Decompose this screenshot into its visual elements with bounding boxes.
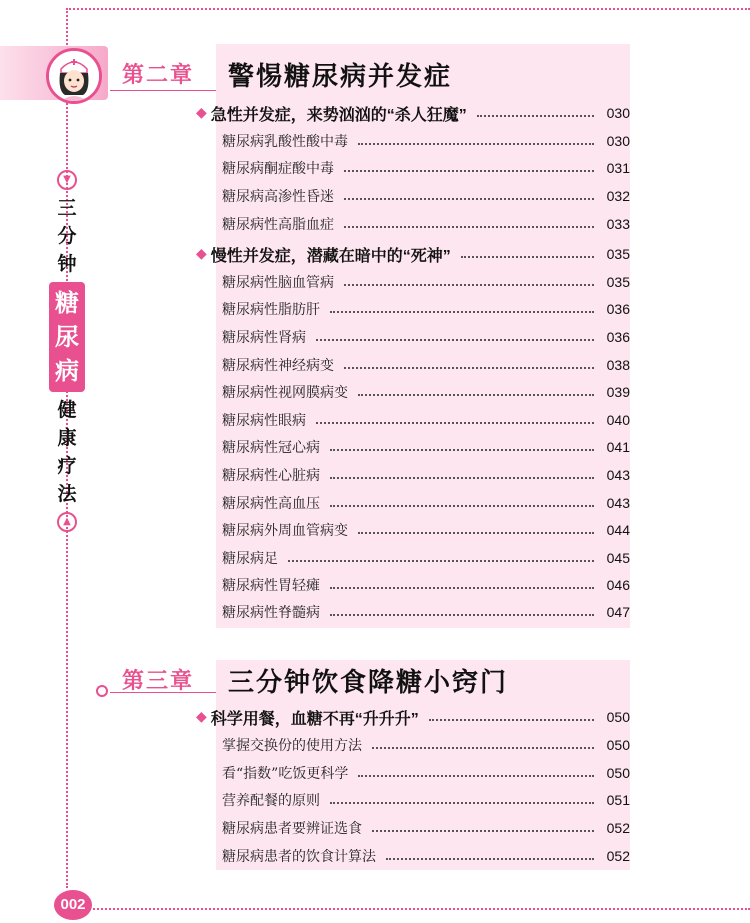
book-title-char: 疗 [57,455,77,477]
chapter3-title: 三分钟饮食降糖小窍门 [228,668,509,698]
toc-section[interactable] [196,102,630,124]
dot-leader [372,830,594,832]
toc-item-title: 营养配餐的原则 [222,793,320,809]
dot-leader [358,532,594,534]
dot-leader [358,775,594,777]
dot-leader [330,505,594,507]
toc-page-number: 036 [606,301,630,317]
toc-page-number: 052 [606,820,630,836]
chapter3-underline [110,692,216,693]
toc-page-number: 035 [606,274,630,290]
toc-page-number: 030 [606,105,630,121]
toc-page-number: 043 [606,467,630,483]
toc-page-number: 043 [606,495,630,511]
dot-leader [344,284,594,286]
dot-leader [330,802,594,804]
toc-item[interactable] [196,298,630,320]
toc-item[interactable] [196,157,630,179]
dot-leader [330,311,594,313]
toc-item-title: 糖尿病性胃轻瘫 [222,578,320,594]
toc-section-title: 慢性并发症，潜藏在暗中的“死神” [210,247,451,265]
dot-leader [429,719,594,721]
toc-item[interactable] [196,574,630,596]
toc-item[interactable] [196,409,630,431]
diamond-bullet-icon: ◆ [196,709,207,725]
book-title-char: 病 [55,357,79,385]
toc-page-number: 050 [606,765,630,781]
chevron-up-icon: ▲ [57,512,77,532]
nurse-avatar-icon [46,48,102,104]
toc-item-title: 糖尿病性高脂血症 [222,217,334,233]
dot-leader [330,614,594,616]
ornament-dot [96,685,108,697]
toc-section[interactable] [196,243,630,265]
toc-item[interactable] [196,354,630,376]
book-title-char: 糖 [55,289,79,317]
toc-item[interactable] [196,547,630,569]
toc-item[interactable] [196,326,630,348]
book-title-char: 康 [57,427,77,449]
chapter2-title: 警惕糖尿病并发症 [228,62,453,92]
toc-item-title: 糖尿病性心脏病 [222,468,320,484]
diamond-bullet-icon: ◆ [196,246,207,262]
toc-item[interactable] [196,762,630,784]
dot-leader [344,367,594,369]
toc-page-number: 050 [606,709,630,725]
toc-item-title: 糖尿病性视网膜病变 [222,385,348,401]
toc-item[interactable] [196,185,630,207]
toc-item[interactable] [196,601,630,623]
toc-page-number: 033 [606,216,630,232]
toc-item-title: 看“指数”吃饭更科学 [222,766,349,782]
toc-item[interactable] [196,381,630,403]
toc-item[interactable] [196,845,630,867]
toc-item-title: 糖尿病外周血管病变 [222,523,348,539]
toc-item[interactable] [196,213,630,235]
dot-leader [330,477,594,479]
toc-item-title: 糖尿病患者要辨证选食 [222,821,362,837]
toc-page-number: 039 [606,384,630,400]
dot-leader [344,198,594,200]
dot-leader [386,858,594,860]
toc-item-title: 糖尿病性高血压 [222,496,320,512]
frame-bottom-border [66,908,750,910]
book-title-highlight [49,282,85,392]
toc-item[interactable] [196,464,630,486]
toc-item[interactable] [196,734,630,756]
toc-page-number: 036 [606,329,630,345]
toc-item[interactable] [196,519,630,541]
book-title-char: 分 [57,225,77,247]
toc-page-number: 052 [606,848,630,864]
toc-item-title: 糖尿病足 [222,551,278,567]
toc-item-title: 糖尿病乳酸性酸中毒 [222,134,348,150]
toc-page-number: 031 [606,160,630,176]
dot-leader [372,747,594,749]
page-number-badge: 002 [54,890,92,920]
dot-leader [316,422,594,424]
toc-item-title: 糖尿病性脑血管病 [222,275,334,291]
toc-page-number: 030 [606,133,630,149]
toc-item-title: 糖尿病酮症酸中毒 [222,161,334,177]
dot-leader [344,226,594,228]
chevron-down-icon: ▼ [57,170,77,190]
book-title-char: 法 [57,483,77,505]
toc-item-title: 糖尿病性肾病 [222,330,306,346]
book-title-char: 尿 [55,323,79,351]
toc-item-title: 糖尿病性眼病 [222,413,306,429]
book-title-char: 钟 [57,253,77,275]
toc-item[interactable] [196,271,630,293]
book-title-char: 三 [57,197,77,219]
dot-leader [330,587,594,589]
toc-item-title: 糖尿病性冠心病 [222,440,320,456]
toc-page-number: 051 [606,792,630,808]
dot-leader [358,143,594,145]
toc-page-number: 041 [606,439,630,455]
toc-page-number: 050 [606,737,630,753]
toc-section[interactable] [196,706,630,728]
toc-page-number: 032 [606,188,630,204]
toc-page-number: 046 [606,577,630,593]
dot-leader [316,339,594,341]
toc-page-number: 038 [606,357,630,373]
toc-section-title: 急性并发症，来势汹汹的“杀人狂魔” [210,106,467,124]
toc-page-number: 047 [606,604,630,620]
toc-page-number: 045 [606,550,630,566]
toc-page-number: 044 [606,522,630,538]
toc-item-title: 掌握交换份的使用方法 [222,738,362,754]
toc-item-title: 糖尿病性神经病变 [222,358,334,374]
toc-item[interactable] [196,436,630,458]
toc-item[interactable] [196,130,630,152]
dot-leader [344,170,594,172]
toc-item-title: 糖尿病性脂肪肝 [222,302,320,318]
toc-item-title: 糖尿病性脊髓病 [222,605,320,621]
toc-item-title: 糖尿病患者的饮食计算法 [222,849,376,865]
dot-leader [330,449,594,451]
diamond-bullet-icon: ◆ [196,105,207,121]
dot-leader [358,394,594,396]
book-title-vertical [44,166,90,536]
toc-item[interactable] [196,492,630,514]
dot-leader [288,560,594,562]
frame-top-border [66,8,750,10]
toc-page-number: 035 [606,246,630,262]
chapter3-label: 第三章 [122,668,195,694]
toc-item[interactable] [196,789,630,811]
book-title-char: 健 [57,399,77,421]
toc-section-title: 科学用餐，血糖不再“升升升” [210,710,419,728]
dot-leader [461,256,594,258]
dot-leader [477,115,594,117]
toc-item[interactable] [196,817,630,839]
chapter2-underline [110,90,216,91]
toc-item-title: 糖尿病高渗性昏迷 [222,189,334,205]
toc-page-number: 040 [606,412,630,428]
chapter2-label: 第二章 [122,62,195,88]
